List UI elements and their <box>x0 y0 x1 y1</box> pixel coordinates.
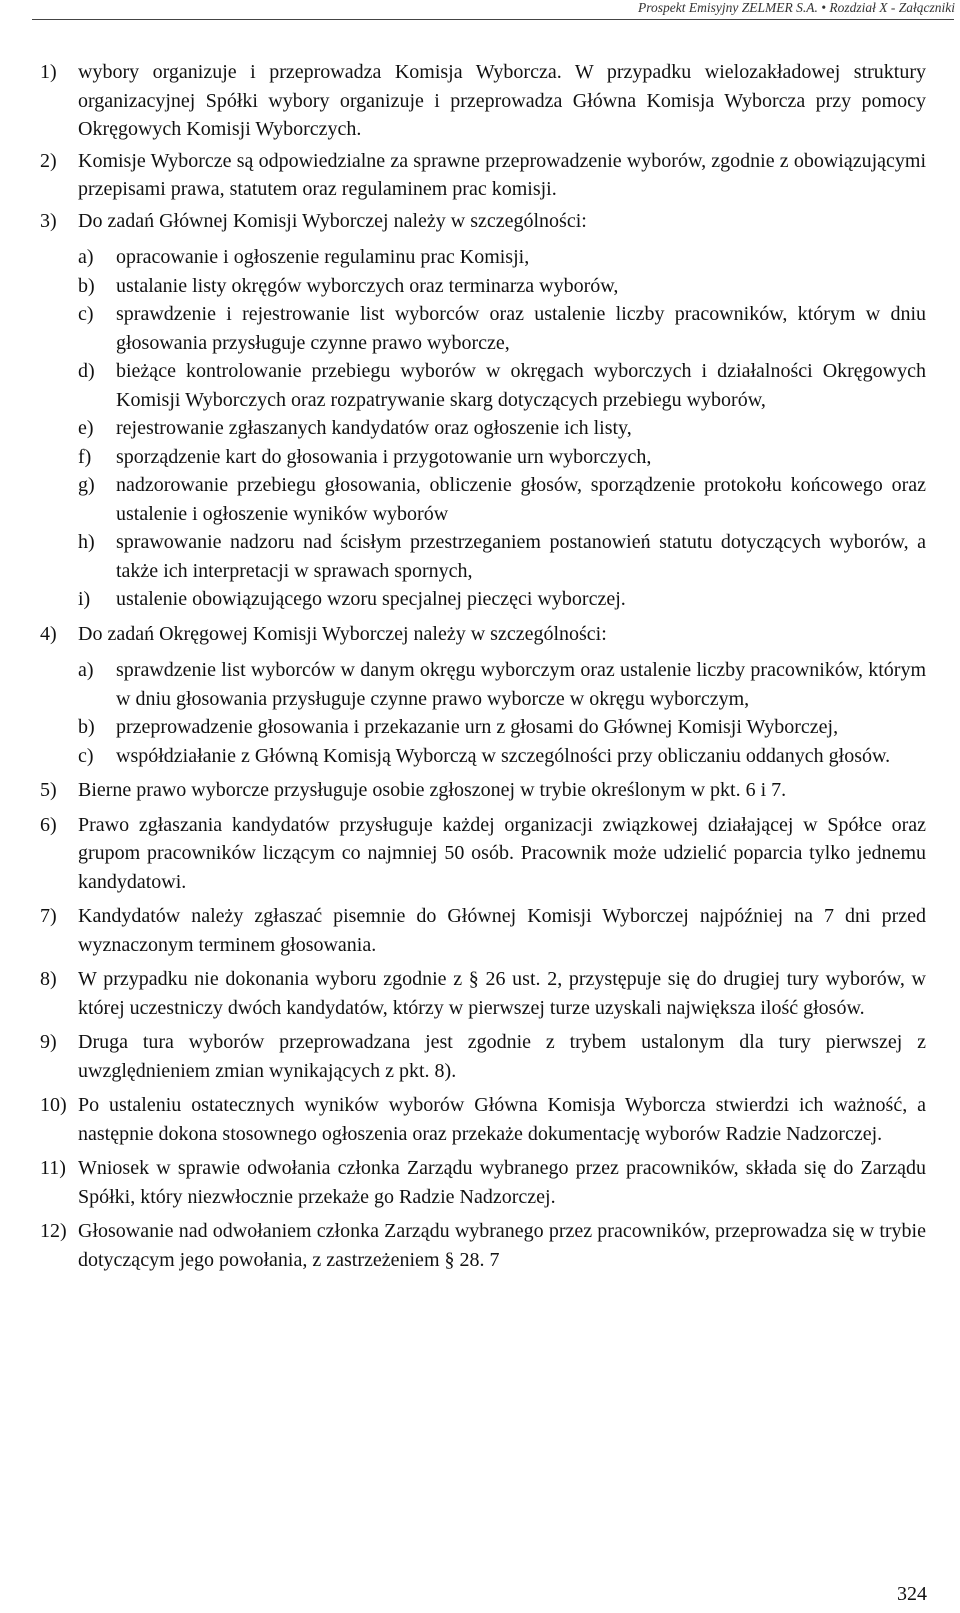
list-item <box>40 58 926 144</box>
header-divider <box>32 19 954 20</box>
sub-item-text: nadzorowanie przebiegu głosowania, obliczenie głosów, sporządzenie protokołu końcowego oraz ustalenie i ogłoszenie wyników wyborów <box>116 474 926 525</box>
item-number: 6) <box>40 813 57 836</box>
sub-item <box>78 742 926 771</box>
sub-item-letter: e) <box>78 417 94 439</box>
sub-item-letter: a) <box>78 246 94 268</box>
list-item <box>40 776 926 805</box>
sub-item-text: sprawdzenie list wyborców w danym okręgu wyborczym oraz ustalenie liczby pracowników, którym w dniu głosowania przysługuje czynne prawo wyborcze w okręgu wyborczym, <box>116 659 926 710</box>
item-text: Głosowanie nad odwołaniem członka Zarządu wybranego przez pracowników, przeprowadza się w trybie dotyczącym jego powołania, z zastrzeżeniem § 28. 7 <box>78 1220 926 1271</box>
sub-item <box>78 713 926 742</box>
sub-item-text: sprawdzenie i rejestrowanie list wyborców oraz ustalenie liczby pracowników, którym w dniu głosowania przysługuje czynne prawo wyborcze, <box>116 303 926 354</box>
sub-item-letter: i) <box>78 588 91 610</box>
list-item <box>40 965 926 1022</box>
list-item <box>40 1217 926 1274</box>
list-item <box>40 207 926 620</box>
sub-item-text: przeprowadzenie głosowania i przekazanie urn z głosami do Głównej Komisji Wyborczej, <box>116 716 839 738</box>
sub-item <box>78 471 926 528</box>
sub-item-letter: b) <box>78 274 95 297</box>
sub-item <box>78 272 926 301</box>
item-number: 1) <box>40 61 57 83</box>
item-text: Do zadań Okręgowej Komisji Wyborczej należy w szczególności: <box>78 622 607 645</box>
item-text: wybory organizuje i przeprowadza Komisja Wyborcza. W przypadku wielozakładowej struktury organizacyjnej Spółki wybory organizuje i przeprowadza Główna Komisja Wyborcza przy pomocy Okręgowych Komisji Wyborczych. <box>78 61 926 140</box>
sub-item <box>78 243 926 272</box>
sub-item-text: sporządzenie kart do głosowania i przygotowanie urn wyborczych, <box>116 445 652 468</box>
sub-list <box>78 656 926 770</box>
item-text: Prawo zgłaszania kandydatów przysługuje każdej organizacji związkowej działającej w Spółce oraz grupom pracowników liczącym co najmniej 50 osób. Pracownik może udzielić poparcia tylko jednemu kandydatowi. <box>78 813 926 893</box>
item-number: 8) <box>40 968 57 990</box>
running-header: Prospekt Emisyjny ZELMER S.A. • Rozdział X - Załączniki <box>638 0 955 15</box>
item-number: 10) <box>40 1094 67 1116</box>
item-text: W przypadku nie dokonania wyboru zgodnie z § 26 ust. 2, przystępuje się do drugiej tury wyborów, w której uczestniczy dwóch kandydatów, którzy w pierwszej turze uzyskali największa ilość głosów. <box>78 968 926 1019</box>
item-number: 5) <box>40 779 57 801</box>
sub-item <box>78 443 926 472</box>
item-number: 11) <box>40 1157 66 1179</box>
list-item <box>40 147 926 204</box>
item-text: Po ustaleniu ostatecznych wyników wyborów Główna Komisja Wyborcza stwierdzi ich ważność, a następnie dokona stosownego ogłoszenia oraz przekaże dokumentację wyborów Radzie Nadzorczej. <box>78 1094 926 1145</box>
sub-item-letter: h) <box>78 531 95 553</box>
sub-item-letter: c) <box>78 744 94 767</box>
item-number: 12) <box>40 1220 67 1242</box>
list-item <box>40 1154 926 1211</box>
item-text: Wniosek w sprawie odwołania członka Zarządu wybranego przez pracowników, składa się do Zarządu Spółki, który niezwłocznie przekaże go Radzie Nadzorczej. <box>78 1157 926 1208</box>
page-number: 324 <box>897 1583 927 1605</box>
sub-item-text: bieżące kontrolowanie przebiegu wyborów w okręgach wyborczych i działalności Okręgowych Komisji Wyborczych oraz rozpatrywanie skarg dotyczących przebiegu wyborów, <box>116 360 926 411</box>
list-item <box>40 902 926 959</box>
sub-item-letter: d) <box>78 360 95 382</box>
sub-item-letter: a) <box>78 659 94 681</box>
sub-item-text: opracowanie i ogłoszenie regulaminu prac Komisji, <box>116 246 530 268</box>
sub-item-text: ustalanie listy okręgów wyborczych oraz terminarza wyborów, <box>116 274 619 297</box>
item-text: Bierne prawo wyborcze przysługuje osobie zgłoszonej w trybie określonym w pkt. 6 i 7. <box>78 779 787 801</box>
item-text: Do zadań Głównej Komisji Wyborczej należy w szczególności: <box>78 209 587 232</box>
sub-item-text: rejestrowanie zgłaszanych kandydatów oraz ogłoszenie ich listy, <box>116 417 632 439</box>
item-number: 7) <box>40 905 57 927</box>
list-item <box>40 620 926 777</box>
item-number: 3) <box>40 209 57 232</box>
item-text: Kandydatów należy zgłaszać pisemnie do Głównej Komisji Wyborczej najpóźniej na 7 dni przed wyznaczonym terminem głosowania. <box>78 905 926 956</box>
item-number: 9) <box>40 1031 57 1053</box>
sub-item-letter: g) <box>78 474 95 496</box>
sub-item-text: sprawowanie nadzoru nad ścisłym przestrzeganiem postanowień statutu dotyczących wyborów, a także ich interpretacji w sprawach spornych, <box>116 531 926 582</box>
item-text: Komisje Wyborcze są odpowiedzialne za sprawne przeprowadzenie wyborów, zgodnie z obowiązującymi przepisami prawa, statutem oraz regulaminem prac komisji. <box>78 149 926 200</box>
sub-item <box>78 656 926 713</box>
list-item <box>40 1028 926 1085</box>
sub-item-letter: c) <box>78 303 94 325</box>
sub-item <box>78 300 926 357</box>
item-number: 4) <box>40 622 57 645</box>
item-text: Druga tura wyborów przeprowadzana jest zgodnie z trybem ustalonym dla tury pierwszej z uwzględnieniem zmian wynikających z pkt. 8). <box>78 1031 926 1082</box>
sub-list <box>78 243 926 614</box>
sub-item-text: ustalenie obowiązującego wzoru specjalnej pieczęci wyborczej. <box>116 588 626 610</box>
list-item <box>40 811 926 897</box>
sub-item <box>78 585 926 614</box>
sub-item <box>78 528 926 585</box>
document-body <box>40 58 926 1274</box>
list-item <box>40 1091 926 1148</box>
sub-item-text: współdziałanie z Główną Komisją Wyborczą w szczególności przy obliczaniu oddanych głosów. <box>116 744 891 767</box>
sub-item <box>78 357 926 414</box>
item-number: 2) <box>40 149 57 172</box>
sub-item <box>78 414 926 443</box>
sub-item-letter: f) <box>78 445 92 468</box>
sub-item-letter: b) <box>78 716 95 738</box>
